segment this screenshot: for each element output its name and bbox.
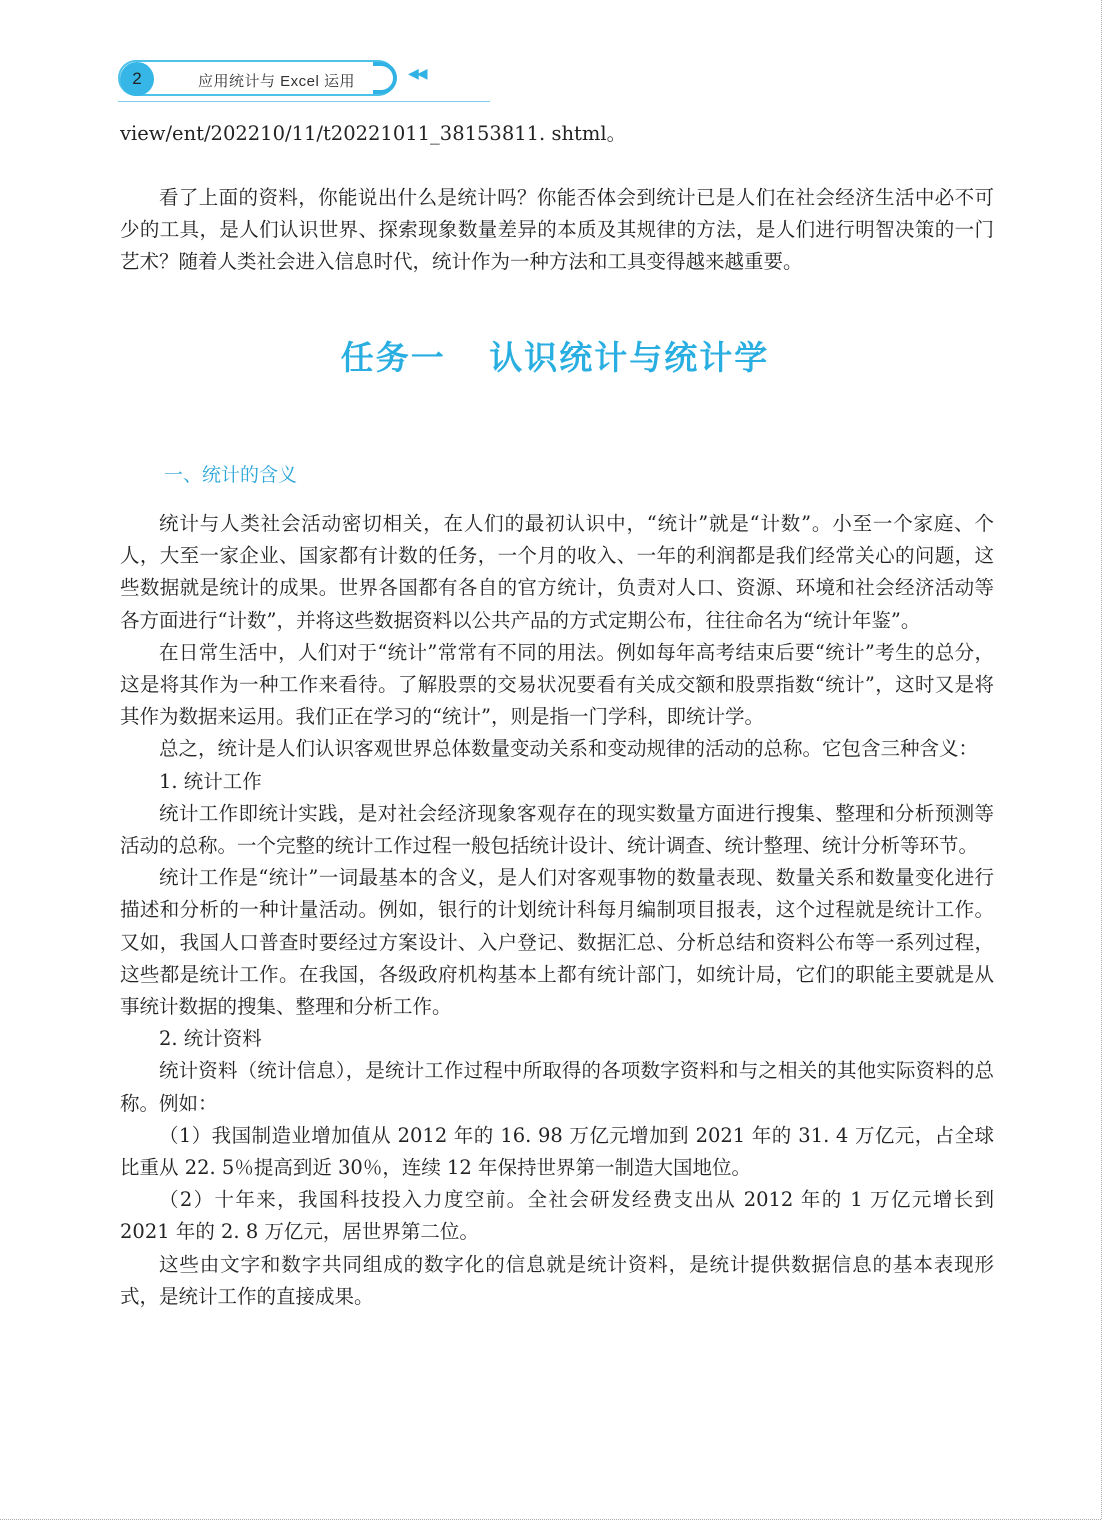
running-header xyxy=(118,58,498,104)
section-body xyxy=(120,508,994,1313)
double-arrow-left-icon: ◀◀ xyxy=(408,66,426,82)
list-item: （1）我国制造业增加值从 2012 年的 16. 98 万亿元增加到 2021 年的 31. 4 万亿元，占全球比重从 22. 5％提高到近 30％，连续 12 年保持世界第一制造大国地位。 xyxy=(120,1123,994,1180)
page-edge-right xyxy=(1101,0,1102,1519)
intro-paragraph: 看了上面的资料，你能说出什么是统计吗？你能否体会到统计已是人们在社会经济生活中必不可少的工具，是人们认识世界、探索现象数量差异的本质及其规律的方法，是人们进行明智决策的一门艺术？随着人类社会进入信息时代，统计作为一种方法和工具变得越来越重要。 xyxy=(120,186,994,274)
page-number-badge: 2 xyxy=(120,62,154,96)
list-item: （2）十年来，我国科技投入力度空前。全社会研发经费支出从 2012 年的 1 万亿元增长到 2021 年的 2. 8 万亿元，居世界第二位。 xyxy=(120,1188,994,1244)
subheading-statistical-data: 2. 统计资料 xyxy=(159,1027,262,1051)
subheading-statistical-work: 1. 统计工作 xyxy=(159,769,262,793)
paragraph: 统计资料（统计信息），是统计工作过程中所取得的各项数字资料和与之相关的其他实际资料的总称。例如： xyxy=(120,1059,994,1115)
paragraph: 这些由文字和数字共同组成的数字化的信息就是统计资料，是统计提供数据信息的基本表现形式，是统计工作的直接成果。 xyxy=(120,1252,994,1308)
task-title: 任务一 认识统计与统计学 xyxy=(340,338,770,377)
intro-block xyxy=(120,118,994,150)
paragraph: 统计与人类社会活动密切相关，在人们的最初认识中，“统计”就是“计数”。小至一个家庭、个人，大至一家企业、国家都有计数的任务，一个月的收入、一年的利润都是我们经常关心的问题，这些数据就是统计的成果。世界各国都有各自的官方统计，负责对人口、资源、环境和社会经济活动等各方面进行“计数”，并将这些数据资料以公共产品的方式定期公布，往往命名为“统计年鉴”。 xyxy=(120,512,994,632)
header-rule xyxy=(118,101,490,102)
paragraph: 总之，统计是人们认识客观世界总体数量变动关系和变动规律的活动的总称。它包含三种含义： xyxy=(159,737,979,761)
book-title: 应用统计与 Excel 运用 xyxy=(198,73,356,90)
paragraph: 在日常生活中，人们对于“统计”常常有不同的用法。例如每年高考结束后要“统计”考生的总分，这是将其作为一种工作来看待。了解股票的交易状况要看有关成交额和股票指数“统计”，这时又是将其作为数据来运用。我们正在学习的“统计”，则是指一门学科，即统计学。 xyxy=(120,640,994,729)
header-banner-cap xyxy=(373,62,397,94)
page-edge-bottom xyxy=(0,1519,1101,1520)
paragraph: 统计工作是“统计”一词最基本的含义，是人们对客观事物的数量表现、数量关系和数量变化进行描述和分析的一种计量活动。例如，银行的计划统计科每月编制项目报表，这个过程就是统计工作。又如，我国人口普查时要经过方案设计、入户登记、数据汇总、分析总结和资料公布等一系列过程，这些都是统计工作。在我国，各级政府机构基本上都有统计部门，如统计局，它们的职能主要就是从事统计数据的搜集、整理和分析工作。 xyxy=(120,866,994,1019)
intro-paragraph-block xyxy=(120,182,994,279)
paragraph: 统计工作即统计实践，是对社会经济现象客观存在的现实数量方面进行搜集、整理和分析预测等活动的总称。一个完整的统计工作过程一般包括统计设计、统计调查、统计整理、统计分析等环节。 xyxy=(120,801,994,858)
url-continuation: view/ent/202210/11/t20221011_38153811. shtml。 xyxy=(120,122,627,145)
section-heading: 一、统计的含义 xyxy=(164,464,298,486)
